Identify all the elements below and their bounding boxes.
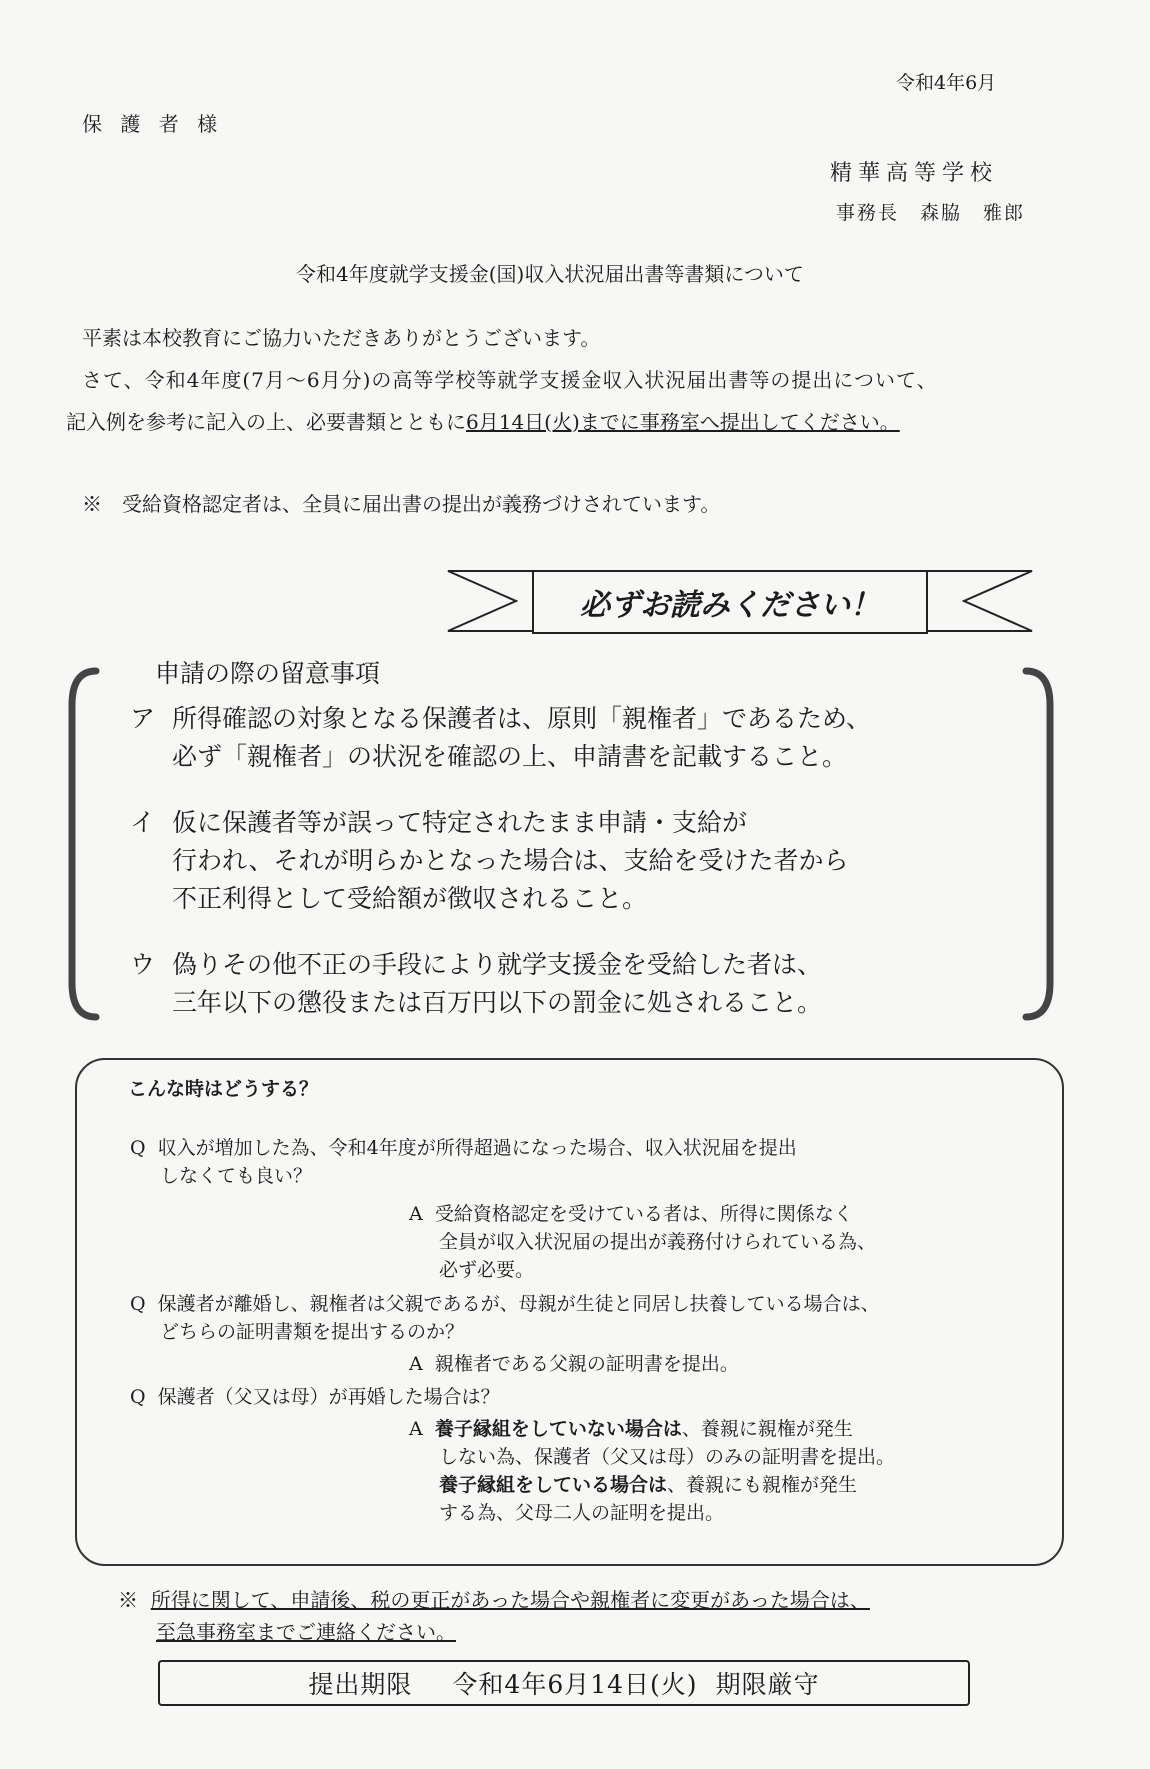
a3-line2: しない為、保護者（父又は母）のみの証明書を提出。 (439, 1446, 896, 1468)
footnote-line1: 所得に関して、申請後、税の更正があった場合や親権者に変更があった場合は、 (150, 1588, 870, 1612)
q1-line2: しなくても良い？ (160, 1165, 313, 1187)
q2-line1: 保護者が離婚し、親権者は父親であるが、母親が生徒と同居し扶養している場合は、 (157, 1293, 880, 1315)
a3-line3-rest: 、養親にも親権が発生 (667, 1474, 858, 1496)
body-line-2: さて、令和4年度(7月～6月分)の高等学校等就学支援金収入状況届出書等の提出について、 (82, 368, 938, 392)
q-label: Q (130, 1293, 146, 1315)
addressee: 保 護 者 様 (82, 112, 224, 136)
deadline-label: 提出期限 (308, 1670, 413, 1699)
document-date: 令和4年6月 (896, 72, 997, 94)
footnote-line2: 至急事務室までご連絡ください。 (156, 1620, 456, 1644)
faq-a2 (409, 1350, 739, 1378)
greeting: 平素は本校教育にご協力いただきありがとうございます。 (82, 326, 601, 350)
footnote (118, 1584, 870, 1648)
deadline-strict: 期限厳守 (715, 1670, 820, 1699)
document-subject: 令和4年度就学支援金(国)収入状況届出書等書類について (296, 262, 804, 286)
caution-line: 所得確認の対象となる保護者は、原則「親権者」であるため、 (172, 704, 872, 733)
a3-line4: する為、父母二人の証明を提出。 (439, 1502, 725, 1524)
caution-line: 必ず「親権者」の状況を確認の上、申請書を記載すること。 (172, 742, 848, 771)
obligation-note: ※ 受給資格認定者は、全員に届出書の提出が義務づけされています。 (82, 492, 721, 516)
faq-a3 (409, 1415, 895, 1527)
banner-text: 必ずお読みください！ (532, 570, 928, 634)
body-line-3-text: 記入例を参考に記入の上、必要書類とともに (66, 410, 466, 434)
body-line-3 (66, 406, 900, 435)
caution-mark: ウ (130, 950, 156, 979)
q1-line1: 収入が増加した為、令和4年度が所得超過になった場合、収入状況届を提出 (157, 1137, 797, 1159)
a3-line1-rest: 、養親に親権が発生 (681, 1418, 853, 1440)
faq-q3 (130, 1383, 500, 1411)
school-name: 精華高等学校 (830, 161, 999, 186)
submission-deadline-text: 6月14日(火)までに事務室へ提出してください。 (466, 410, 900, 434)
deadline-box (158, 1660, 970, 1706)
caution-line: 仮に保護者等が誤って特定されたまま申請・支給が (172, 808, 748, 837)
a2-line1: 親権者である父親の証明書を提出。 (434, 1353, 739, 1375)
a-label: A (409, 1203, 423, 1225)
caution-title: 申請の際の留意事項 (155, 659, 381, 688)
q-label: Q (130, 1137, 146, 1159)
a1-line2: 全員が収入状況届の提出が義務付けられている為、 (439, 1231, 877, 1253)
deadline-date: 令和4年6月14日(火) (452, 1670, 698, 1699)
a1-line1: 受給資格認定を受けている者は、所得に関係なく (434, 1203, 853, 1225)
caution-mark: イ (130, 808, 156, 837)
q3-line1: 保護者（父又は母）が再婚した場合は？ (157, 1386, 500, 1408)
q2-line2: どちらの証明書類を提出するのか？ (160, 1321, 465, 1343)
footnote-mark: ※ (118, 1588, 138, 1612)
caution-mark: ア (130, 704, 156, 733)
caution-line: 行われ、それが明らかとなった場合は、支給を受けた者から (172, 846, 849, 875)
faq-q1 (130, 1134, 797, 1190)
read-me-banner (436, 565, 1036, 639)
faq-q2 (130, 1290, 880, 1346)
faq-title: こんな時はどうする？ (128, 1078, 319, 1100)
sender-name: 事務長 森脇 雅郎 (836, 202, 1026, 224)
faq-a1 (409, 1200, 876, 1284)
q-label: Q (130, 1386, 146, 1408)
a-label: A (409, 1418, 423, 1440)
caution-line: 不正利得として受給額が徴収されること。 (172, 884, 648, 913)
a3-line1-bold: 養子縁組をしていない場合は (434, 1418, 682, 1440)
a3-line3-bold: 養子縁組をしている場合は (439, 1474, 668, 1496)
caution-line: 偽りその他不正の手段により就学支援金を受給した者は、 (172, 950, 823, 979)
a-label: A (409, 1353, 423, 1375)
a1-line3: 必ず必要。 (439, 1259, 535, 1281)
caution-line: 三年以下の懲役または百万円以下の罰金に処されること。 (172, 988, 823, 1017)
